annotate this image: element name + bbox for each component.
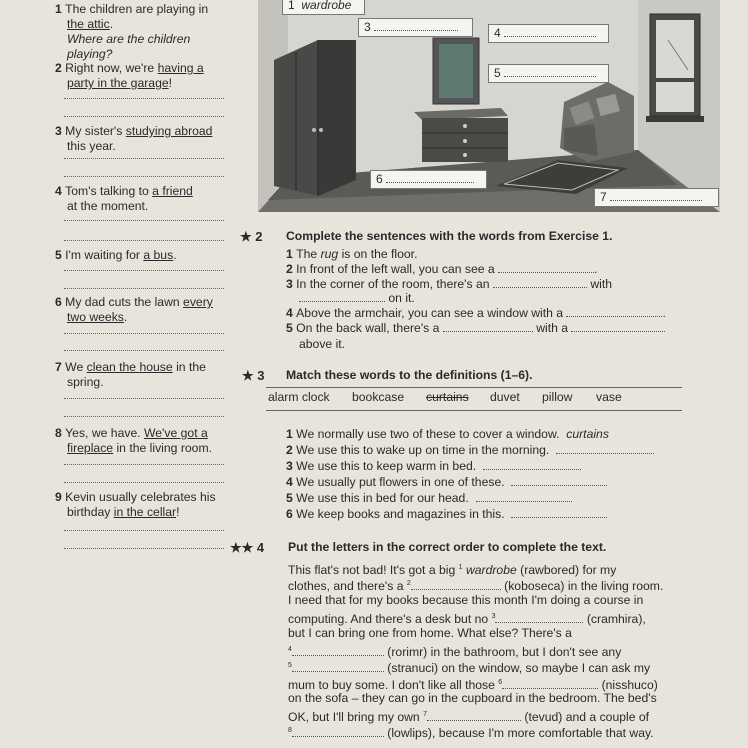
word-box (266, 387, 682, 411)
ex4-title: Put the letters in the correct order to complete the text. (288, 540, 607, 554)
item-text: . (123, 310, 128, 324)
item-text: . (173, 248, 177, 262)
item-number: 5 (55, 248, 66, 262)
ex4-line-3: I need that for my books because this month I'm doing a course in (288, 593, 644, 607)
item-text: the attic (67, 17, 110, 31)
label-5[interactable]: 5 (488, 64, 609, 83)
item-text: We (65, 360, 87, 374)
answer-line[interactable] (64, 270, 224, 271)
label-7[interactable]: 7 (594, 188, 719, 207)
answer-line[interactable] (64, 416, 224, 417)
item-text: Tom's talking to (65, 184, 153, 198)
word-duvet: duvet (490, 390, 520, 404)
ex1-item-1-line-3 (67, 32, 190, 47)
item-text: in the (172, 360, 206, 374)
word-pillow: pillow (542, 390, 573, 404)
answer-line[interactable] (64, 240, 224, 241)
answer-line[interactable] (64, 176, 224, 177)
answer-line[interactable] (64, 464, 224, 465)
item-text: birthday (67, 505, 114, 519)
ex1-item-9-line-1 (55, 490, 216, 505)
ex3-star: ★ 3 (242, 368, 265, 383)
ex2-item-3: 3 In the corner of the room, there's an with (286, 277, 613, 291)
answer-line[interactable] (64, 98, 224, 99)
ex4-line-11: $^8$ (lowlips), because I'm more comfortable that way. (288, 726, 654, 741)
ex4-line-9: on the sofa – they can go in the cupboard in the bedroom. The bed's (288, 691, 657, 705)
ex3-title: Match these words to the definitions (1–6). (286, 368, 533, 382)
ex1-item-7-line-1 (55, 360, 206, 375)
item-text: every (183, 295, 213, 309)
item-text: playing? (67, 47, 113, 61)
item-text: studying abroad (125, 124, 213, 138)
ex1-item-3-line-1 (55, 124, 212, 139)
ex2-title: Complete the sentences with the words from Exercise 1. (286, 229, 613, 243)
answer-line[interactable] (64, 158, 224, 159)
item-number: 9 (55, 490, 66, 504)
label-3[interactable]: 3 (358, 18, 473, 37)
item-text: having a (157, 61, 204, 75)
item-text: in the living room. (113, 441, 212, 455)
item-number: 2 (55, 61, 66, 75)
ex1-item-8-line-1 (55, 426, 208, 441)
word-curtains: curtains (426, 390, 469, 404)
item-text: . (109, 17, 114, 31)
ex4-line-8: mum to buy some. I don't like all those $^6$ (nisshuco) (288, 678, 658, 693)
item-number: 1 (55, 2, 66, 16)
ex1-item-7-line-2 (67, 375, 104, 390)
ex3-item-3: 3 We use this to keep warm in bed. (286, 459, 581, 474)
item-text: a friend (152, 184, 193, 198)
item-text: The children are playing in (65, 2, 209, 16)
item-text: My sister's (65, 124, 126, 138)
ex1-item-1-line-1 (55, 2, 208, 17)
item-text: Kevin usually celebrates his (65, 490, 216, 504)
item-number: 7 (55, 360, 66, 374)
ex4-line-6: $^4$ (rorimr) in the bathroom, but I don't see any (288, 645, 622, 660)
word-alarm-clock: alarm clock (268, 390, 330, 404)
ex1-item-5-line-1 (55, 248, 177, 263)
label-6[interactable]: 6 (370, 170, 487, 189)
item-text: We've got a (144, 426, 208, 440)
ex3-item-5: 5 We use this in bed for our head. (286, 491, 572, 506)
ex2-item-1: 1 The rug is on the floor. (286, 247, 418, 261)
ex4-line-5: but I can bring one from home. What else? There's a (288, 626, 572, 640)
ex3-item-6: 6 We keep books and magazines in this. (286, 507, 607, 522)
ex2-item-5: 5 On the back wall, there's a with a (286, 321, 665, 336)
ex1-item-3-line-2 (67, 139, 116, 154)
answer-line[interactable] (64, 220, 224, 221)
item-text: spring. (67, 375, 104, 389)
answer-line[interactable] (64, 482, 224, 483)
ex1-item-6-line-1 (55, 295, 213, 310)
word-bookcase: bookcase (352, 390, 405, 404)
ex4-line-4: computing. And there's a desk but no $^3$ (cramhira), (288, 612, 646, 627)
item-text: Where are the children (67, 32, 191, 46)
ex2-star: ★ 2 (240, 229, 263, 244)
ex1-item-6-line-2 (67, 310, 127, 325)
label-4[interactable]: 4 (488, 24, 609, 43)
ex2-item-5b: above it. (299, 337, 346, 351)
ex1-item-4-line-1 (55, 184, 193, 199)
answer-line[interactable] (64, 350, 224, 351)
item-number: 3 (55, 124, 66, 138)
ex1-item-2-line-2 (67, 76, 172, 91)
item-text: ! (168, 76, 173, 90)
ex1-item-1-line-2 (67, 17, 113, 32)
ex1-item-9-line-2 (67, 505, 179, 520)
ex4-line-7: $^5$ (stranuci) on the window, so maybe I can ask my (288, 661, 651, 676)
item-number: 8 (55, 426, 66, 440)
ex4-star: ★★ 4 (230, 540, 265, 555)
ex3-item-2: 2 We use this to wake up on time in the morning. (286, 443, 654, 458)
ex1-item-4-line-2 (67, 199, 148, 214)
answer-line[interactable] (64, 530, 224, 531)
item-text: clean the house (86, 360, 173, 374)
item-text: My dad cuts the lawn (65, 295, 184, 309)
answer-line[interactable] (64, 548, 224, 549)
answer-line[interactable] (64, 398, 224, 399)
answer-line[interactable] (64, 116, 224, 117)
room-illustration (258, 0, 720, 212)
ex3-item-1: 1 We normally use two of these to cover a window. curtains (286, 427, 609, 441)
label-1: 1 wardrobe (282, 0, 365, 15)
answer-line[interactable] (64, 288, 224, 289)
ex1-item-2-line-1 (55, 61, 204, 76)
answer-line[interactable] (64, 333, 224, 334)
ex2-item-2: 2 In front of the left wall, you can see a . (286, 262, 598, 276)
item-text: this year. (67, 139, 116, 153)
ex1-item-1-line-4 (67, 47, 112, 62)
item-text: in the cellar (113, 505, 177, 519)
ex2-item-3b: on it. (299, 291, 415, 306)
item-text: two weeks (67, 310, 124, 324)
ex3-item-4: 4 We usually put flowers in one of these. (286, 475, 607, 490)
item-text: Yes, we have. (65, 426, 144, 440)
ex4-line-1: This flat's not bad! It's got a big $^1$ wardrobe (rawbored) for my (288, 563, 617, 578)
item-number: 6 (55, 295, 66, 309)
item-text: at the moment. (67, 199, 149, 213)
item-text: Right now, we're (65, 61, 158, 75)
word-vase: vase (596, 390, 622, 404)
item-number: 4 (55, 184, 66, 198)
ex2-item-4: 4 Above the armchair, you can see a window with a . (286, 306, 666, 320)
ex4-line-2: clothes, and there's a $^2$ (koboseca) in the living room. (288, 579, 664, 594)
item-text: a bus (143, 248, 174, 262)
ex1-item-8-line-2 (67, 441, 212, 456)
item-text: I'm waiting for (65, 248, 144, 262)
item-text: fireplace (67, 441, 114, 455)
item-text: party in the garage (67, 76, 169, 90)
ex4-line-10: OK, but I'll bring my own $^7$ (tevud) and a couple of (288, 710, 650, 725)
item-text: ! (176, 505, 180, 519)
